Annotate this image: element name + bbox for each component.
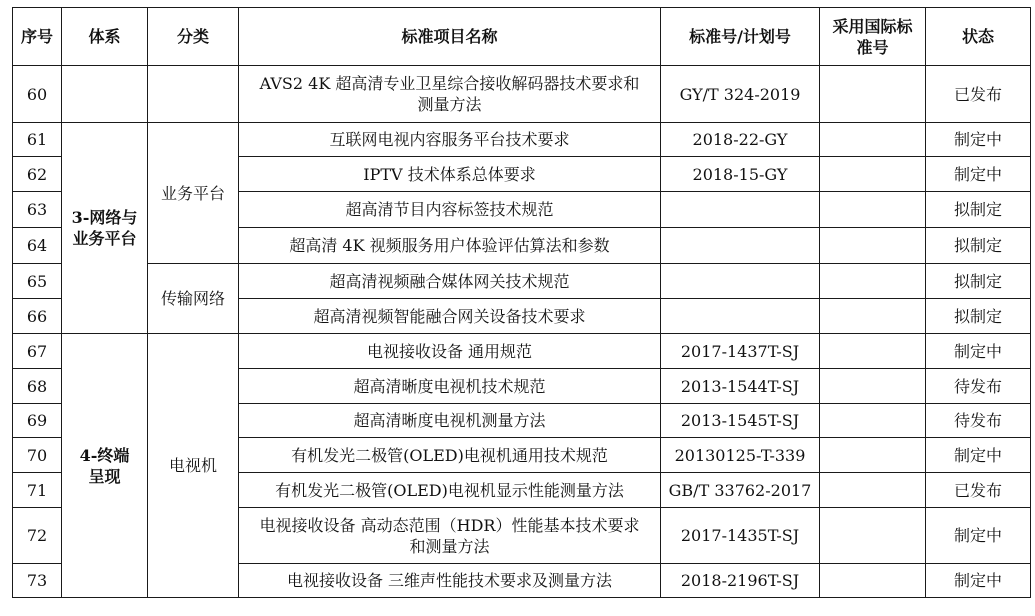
cell-status: 待发布 [926, 404, 1031, 438]
cell-status: 拟制定 [926, 299, 1031, 334]
cell-seq: 62 [13, 157, 62, 192]
cell-name-line2: 和测量方法 [409, 536, 490, 556]
cell-code: 2013-1544T-SJ [661, 369, 820, 404]
header-intl-line2: 准号 [856, 37, 889, 57]
standards-table [12, 7, 1031, 598]
cell-name: 有机发光二极管(OLED)电视机显示性能测量方法 [239, 473, 661, 508]
cell-status: 制定中 [926, 123, 1031, 157]
category-business-platform: 业务平台 [148, 123, 239, 264]
cell-name [239, 66, 661, 123]
cell-name: IPTV 技术体系总体要求 [239, 157, 661, 192]
cell-seq: 61 [13, 123, 62, 157]
cell-seq: 71 [13, 473, 62, 508]
cell-seq: 60 [13, 66, 62, 123]
table-row [13, 334, 1031, 369]
cell-code [661, 264, 820, 299]
cell-code: 2018-22-GY [661, 123, 820, 157]
cell-seq: 73 [13, 564, 62, 598]
cell-intl [820, 508, 926, 564]
cell-name: 超高清视频融合媒体网关技术规范 [239, 264, 661, 299]
cell-status: 已发布 [926, 473, 1031, 508]
header-intl [820, 8, 926, 66]
cell-code: GY/T 324-2019 [661, 66, 820, 123]
cell-seq: 68 [13, 369, 62, 404]
cell-code [661, 228, 820, 264]
cell-intl [820, 192, 926, 228]
cell-code: 2013-1545T-SJ [661, 404, 820, 438]
cell-name [239, 508, 661, 564]
cell-name: 互联网电视内容服务平台技术要求 [239, 123, 661, 157]
cell-status: 制定中 [926, 438, 1031, 473]
cell-seq: 65 [13, 264, 62, 299]
cell-code: 2018-2196T-SJ [661, 564, 820, 598]
cell-seq: 63 [13, 192, 62, 228]
table-row [13, 123, 1031, 157]
cell-code: 2018-15-GY [661, 157, 820, 192]
cell-name: 超高清晰度电视机技术规范 [239, 369, 661, 404]
cell-intl [820, 564, 926, 598]
cell-seq: 66 [13, 299, 62, 334]
cell-code: 2017-1435T-SJ [661, 508, 820, 564]
cell-intl [820, 228, 926, 264]
cell-category-empty [148, 66, 239, 123]
cell-system-empty [62, 66, 148, 123]
header-code: 标准号/计划号 [661, 8, 820, 66]
cell-intl [820, 438, 926, 473]
header-intl-line1: 采用国际标 [832, 16, 913, 36]
cell-code [661, 299, 820, 334]
cell-name-line1: AVS2 4K 超高清专业卫星综合接收解码器技术要求和 [259, 74, 640, 93]
header-row [13, 8, 1031, 66]
cell-name: 电视接收设备 通用规范 [239, 334, 661, 369]
header-status: 状态 [926, 8, 1031, 66]
header-system: 体系 [62, 8, 148, 66]
category-tv: 电视机 [148, 334, 239, 598]
cell-seq: 70 [13, 438, 62, 473]
cell-status: 制定中 [926, 508, 1031, 564]
cell-name: 有机发光二极管(OLED)电视机通用技术规范 [239, 438, 661, 473]
cell-seq: 72 [13, 508, 62, 564]
cell-name-line2: 测量方法 [417, 95, 482, 114]
cell-intl [820, 334, 926, 369]
group-network-platform [62, 123, 148, 334]
cell-name: 超高清视频智能融合网关设备技术要求 [239, 299, 661, 334]
header-seq: 序号 [13, 8, 62, 66]
group-terminal-line1: 4-终端 [79, 445, 130, 465]
table-row [13, 66, 1031, 123]
group-terminal-line2: 呈现 [88, 466, 121, 486]
cell-status: 拟制定 [926, 264, 1031, 299]
cell-status: 拟制定 [926, 228, 1031, 264]
cell-intl [820, 66, 926, 123]
cell-name: 超高清 4K 视频服务用户体验评估算法和参数 [239, 228, 661, 264]
cell-name: 超高清晰度电视机测量方法 [239, 404, 661, 438]
cell-code: 20130125-T-339 [661, 438, 820, 473]
cell-code [661, 192, 820, 228]
cell-status: 已发布 [926, 66, 1031, 123]
cell-intl [820, 299, 926, 334]
group-network-line2: 业务平台 [72, 229, 137, 248]
cell-intl [820, 473, 926, 508]
cell-intl [820, 157, 926, 192]
group-network-line1: 3-网络与 [71, 208, 138, 227]
cell-status: 拟制定 [926, 192, 1031, 228]
category-transmission-network: 传输网络 [148, 264, 239, 334]
group-terminal [62, 334, 148, 598]
cell-status: 制定中 [926, 334, 1031, 369]
cell-name-line1: 电视接收设备 高动态范围（HDR）性能基本技术要求 [259, 515, 640, 535]
cell-seq: 69 [13, 404, 62, 438]
cell-intl [820, 264, 926, 299]
cell-code: GB/T 33762-2017 [661, 473, 820, 508]
cell-status: 待发布 [926, 369, 1031, 404]
cell-seq: 64 [13, 228, 62, 264]
cell-intl [820, 123, 926, 157]
header-category: 分类 [148, 8, 239, 66]
cell-intl [820, 404, 926, 438]
cell-name: 超高清节目内容标签技术规范 [239, 192, 661, 228]
cell-name: 电视接收设备 三维声性能技术要求及测量方法 [239, 564, 661, 598]
header-name: 标准项目名称 [239, 8, 661, 66]
cell-seq: 67 [13, 334, 62, 369]
table-row [13, 264, 1031, 299]
cell-status: 制定中 [926, 564, 1031, 598]
cell-status: 制定中 [926, 157, 1031, 192]
cell-intl [820, 369, 926, 404]
cell-code: 2017-1437T-SJ [661, 334, 820, 369]
